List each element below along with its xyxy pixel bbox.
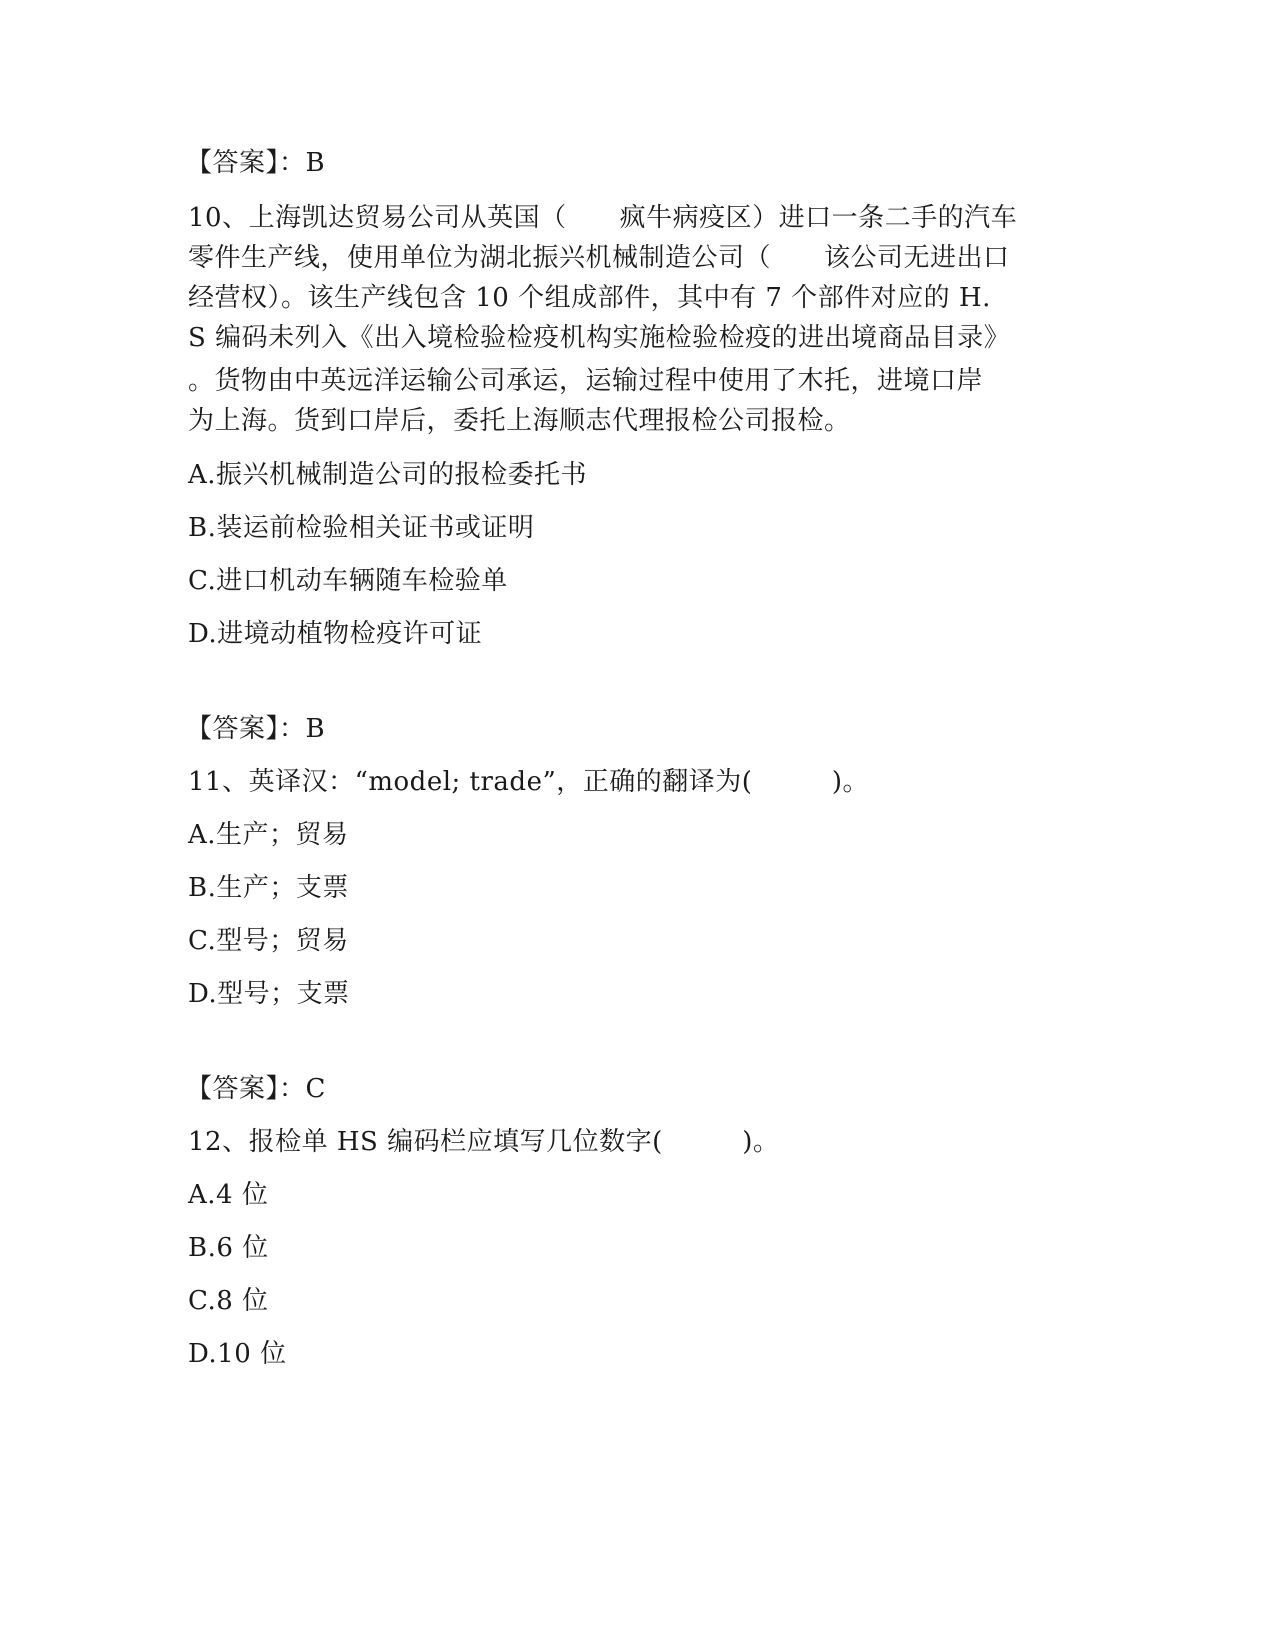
option-c: C.型号；贸易 bbox=[188, 926, 349, 956]
question-stem-line: 零件生产线，使用单位为湖北振兴机械制造公司（ 该公司无进出口 bbox=[188, 243, 1010, 273]
option-b: B.生产；支票 bbox=[188, 873, 349, 903]
option-c: C.进口机动车辆随车检验单 bbox=[188, 566, 508, 596]
question-stem-line: 为上海。货到口岸后，委托上海顺志代理报检公司报检。 bbox=[188, 406, 851, 436]
option-d: D.10 位 bbox=[188, 1339, 287, 1369]
option-d: D.进境动植物检疫许可证 bbox=[188, 619, 483, 649]
option-d: D.型号；支票 bbox=[188, 979, 350, 1009]
option-a: A.振兴机械制造公司的报检委托书 bbox=[188, 460, 588, 490]
question-stem-line: 。货物由中英远洋运输公司承运，运输过程中使用了木托，进境口岸 bbox=[188, 366, 984, 396]
option-a: A.生产；贸易 bbox=[188, 820, 349, 850]
answer-line: 【答案】：B bbox=[186, 148, 326, 178]
option-a: A.4 位 bbox=[188, 1180, 269, 1210]
answer-line: 【答案】：B bbox=[186, 714, 326, 744]
answer-line: 【答案】：C bbox=[186, 1074, 326, 1104]
question-stem-line: S 编码未列入《出入境检验检疫机构实施检验检疫的进出境商品目录》 bbox=[188, 323, 1011, 353]
question-stem-line: 12、报检单 HS 编码栏应填写几位数字( )。 bbox=[188, 1127, 780, 1157]
option-b: B.6 位 bbox=[188, 1233, 269, 1263]
question-stem-line: 10、上海凯达贸易公司从英国（ 疯牛病疫区）进口一条二手的汽车 bbox=[188, 203, 1018, 233]
question-stem-line: 经营权）。该生产线包含 10 个组成部件，其中有 7 个部件对应的 H. bbox=[188, 283, 991, 313]
option-c: C.8 位 bbox=[188, 1286, 269, 1316]
option-b: B.装运前检验相关证书或证明 bbox=[188, 513, 535, 543]
question-stem-line: 11、英译汉：“model; trade”，正确的翻译为( )。 bbox=[188, 767, 870, 797]
